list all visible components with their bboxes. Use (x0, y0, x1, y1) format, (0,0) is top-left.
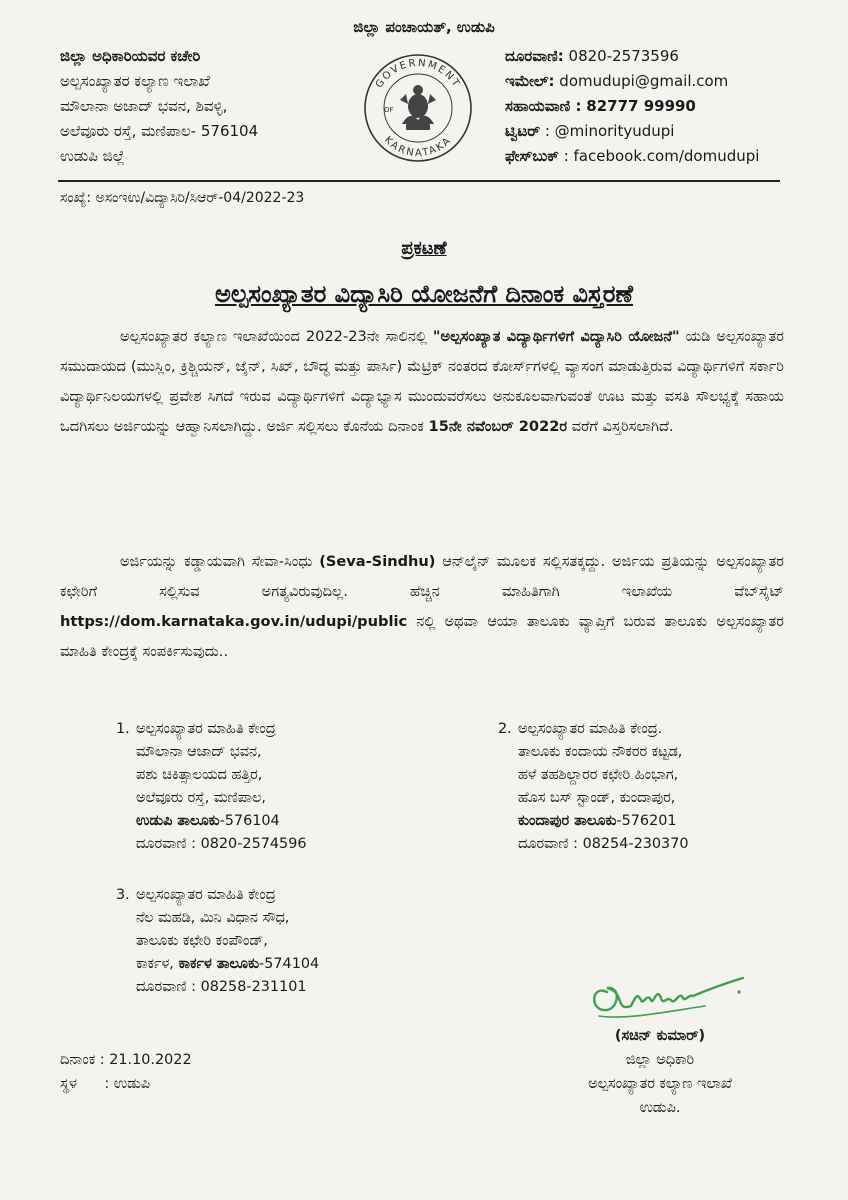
info-centre-line: ನೆಲ ಮಹಡಿ, ಮಿನಿ ವಿಧಾನ ಸೌಧ, (136, 910, 290, 926)
para1-text-c: ಯಡಿ ಅಲ್ಪಸಂಖ್ಯಾತರ ಸಮುದಾಯದ (ಮುಸ್ಲಿಂ, ಕ್ರಿಶ್ಚಿಯನ್, ಜೈನ್, ಸಿಖ್, ಬೌದ್ಧ ಮತ್ತು ಪಾರ್ಸಿ) ಮೆಟ್ರಿಕ್ ನಂತರದ ಕೋರ್ಸ್‌ಗಳಲ್ಲಿ ವ್ಯಾಸಂಗ ಮಾಡುತ್ತಿರುವ ವಿದ್ಯಾರ್ಥಿಗಳಿಗೆ ಸರ್ಕಾರಿ ವಿದ್ಯಾರ್ಥಿನಿಲಯಗಳಲ್ಲಿ ಪ್ರವೇಶ ಸಿಗದೆ ಇರುವ ವಿದ್ಯಾರ್ಥಿಗಳಿಗೆ ವಿದ್ಯಾಭ್ಯಾಸ ಮುಂದುವರೆಸಲು ಅನುಕೂಲವಾಗುವಂತೆ ಊಟ ಮತ್ತು ವಸತಿ ಸೌಲಭ್ಯಕ್ಕೆ ಸಹಾಯ ಒದಗಿಸಲು ಅರ್ಜಿಯನ್ನು ಆಹ್ವಾನಿಸಲಾಗಿದ್ದು. ಅರ್ಜಿ ಸಲ್ಲಿಸಲು ಕೊನೆಯ ದಿನಾಂಕ (60, 328, 784, 435)
taluk-name: ಕುಂದಾಪುರ ತಾಲೂಕು (518, 813, 617, 829)
para1-text-e: ವರೆಗೆ ವಿಸ್ತರಿಸಲಾಗಿದೆ. (567, 418, 674, 435)
header-divider (58, 180, 780, 182)
office-dept: ಅಲ್ಪಸಂಖ್ಯಾತರ ಕಲ್ಯಾಣ ಇಲಾಖೆ (60, 72, 210, 90)
phone-value: 0820-2573596 (568, 47, 679, 65)
signatory-block (560, 1024, 760, 1120)
office-address-line3: ಉಡುಪಿ ಜಿಲ್ಲೆ (60, 147, 125, 165)
para2-text-c: ಆನ್‌ಲೈನ್ ಮೂಲಕ ಸಲ್ಲಿಸತಕ್ಕದ್ದು. ಅರ್ಜಿಯ ಪ್ರತಿಯನ್ನು ಅಲ್ಪಸಂಖ್ಯಾತರ ಕಛೇರಿಗೆ ಸಲ್ಲಿಸುವ ಅಗತ್ಯವಿರುವುದಿಲ್ಲ. ಹೆಚ್ಚಿನ ಮಾಹಿತಿಗಾಗಿ ಇಲಾಖೆಯ ವೆಬ್‌ಸೈಟ್ (60, 553, 784, 600)
office-name: ಜಿಲ್ಲಾ ಅಧಿಕಾರಿಯವರ ಕಚೇರಿ (60, 47, 201, 65)
office-address-line2: ಅಲೆವೂರು ರಸ್ತೆ, ಮಣಿಪಾಲ- 576104 (60, 122, 259, 140)
office-address-line1: ಮೌಲಾನಾ ಅಜಾದ್ ಭವನ, ಶಿವಳ್ಳಿ, (60, 97, 228, 115)
para1-deadline: 15ನೇ ನವೆಂಬರ್ 2022ರ (428, 418, 568, 435)
contact-facebook (505, 144, 759, 169)
notice-subheading: ಅಲ್ಪಸಂಖ್ಯಾತರ ವಿದ್ಯಾಸಿರಿ ಯೋಜನೆಗೆ ದಿನಾಂಕ ವಿಸ್ತರಣೆ (215, 280, 633, 308)
para1-text-a: ಅಲ್ಪಸಂಖ್ಯಾತರ ಕಲ್ಯಾಣ ಇಲಾಖೆಯಿಂದ 2022-23ನೇ ಸಾಲಿನಲ್ಲಿ (120, 328, 433, 345)
contact-helpline (505, 94, 759, 119)
pincode: -576104 (219, 813, 280, 829)
info-centre-taluk (136, 810, 307, 833)
info-centre-taluk (136, 953, 319, 976)
phone-label: ದೂರವಾಣಿ: (505, 47, 564, 65)
helpline-label: ಸಹಾಯವಾಣಿ : (505, 97, 582, 115)
contact-email (505, 69, 759, 94)
notice-heading: ಪ್ರಕಟಣೆ (401, 238, 447, 259)
para2-text-a: ಅರ್ಜಿಯನ್ನು ಕಡ್ಡಾಯವಾಗಿ ಸೇವಾ-ಸಿಂಧು (120, 553, 320, 570)
town-name: ಕಾರ್ಕಳ, (136, 956, 179, 972)
contact-block (505, 44, 759, 169)
government-seal-icon (362, 52, 474, 164)
seal-bottom-text: KARNATAKA (381, 134, 455, 160)
para2-website-link[interactable]: https://dom.karnataka.gov.in/udupi/public (60, 613, 408, 630)
date-line: ದಿನಾಂಕ : 21.10.2022 (60, 1052, 192, 1068)
para2-seva-sindhu: (Seva-Sindhu) (319, 553, 436, 570)
taluk-name: ಕಾರ್ಕಳ ತಾಲೂಕು (178, 956, 260, 972)
facebook-value: : facebook.com/domudupi (563, 147, 760, 165)
signatory-title: ಜಿಲ್ಲಾ ಅಧಿಕಾರಿ (625, 1052, 695, 1068)
signature-icon (585, 962, 750, 1024)
seal-of-text: OF (384, 106, 394, 114)
signatory-name: (ಸಚಿನ್ ಕುಮಾರ್) (614, 1028, 706, 1044)
signatory-place: ಉಡುಪಿ. (639, 1100, 681, 1116)
info-centre-number: 2. (498, 721, 512, 737)
notice-paragraph-2 (60, 547, 784, 667)
date-place-block (60, 1048, 192, 1096)
para1-scheme-name: "ಅಲ್ಪಸಂಖ್ಯಾತ ವಿದ್ಯಾರ್ಥಿಗಳಿಗೆ ವಿದ್ಯಾಸಿರಿ ಯೋಜನೆ" (432, 328, 680, 345)
info-centre-line: ಅಲ್ಪಸಂಖ್ಯಾತರ ಮಾಹಿತಿ ಕೇಂದ್ರ (136, 887, 276, 903)
info-centre-phone: ದೂರವಾಣಿ : 0820-2574596 (136, 836, 307, 852)
facebook-label: ಫೇಸ್‌ಬುಕ್ (505, 147, 559, 165)
para2-text-e: ನಲ್ಲಿ ಅಥವಾ ಆಯಾ ತಾಲೂಕು ವ್ಯಾಪ್ತಿಗೆ ಬರುವ ತಾಲೂಕು ಅಲ್ಪಸಂಖ್ಯಾತರ ಮಾಹಿತಿ ಕೇಂದ್ರಕ್ಕೆ ಸಂಪರ್ಕಿಸುವುದು.. (60, 613, 784, 660)
info-centre-number: 3. (116, 887, 130, 903)
twitter-label: ಟ್ವಿಟರ್ (505, 122, 541, 140)
helpline-value: 82777 99990 (586, 97, 696, 115)
twitter-value: : @minorityudupi (544, 122, 675, 140)
signatory-dept: ಅಲ್ಪಸಂಖ್ಯಾತರ ಕಲ್ಯಾಣ ಇಲಾಖೆ (588, 1076, 732, 1092)
notice-paragraph-1 (60, 322, 784, 442)
reference-number: ಸಂಖ್ಯೆ: ಅಸಂಇಉ/ವಿದ್ಯಾಸಿರಿ/ಸಿಆರ್-04/2022-23 (60, 190, 305, 206)
info-centre-line: ಪಶು ಚಿಕಿತ್ಸಾಲಯದ ಹತ್ತಿರ, (136, 767, 263, 783)
info-centre-line: ತಾಲೂಕು ಕಂದಾಯ ನೌಕರರ ಕಟ್ಟಡ, (518, 744, 683, 760)
info-centre-phone: ದೂರವಾಣಿ : 08258-231101 (136, 979, 307, 995)
email-label: ಇಮೇಲ್: (505, 72, 555, 90)
info-centre-line: ಅಲೆವೂರು ರಸ್ತೆ, ಮಣಿಪಾಲ, (136, 790, 266, 806)
info-centre-line: ಹೊಸ ಬಸ್ ಸ್ಟಾಂಡ್, ಕುಂದಾಪುರ, (518, 790, 676, 806)
taluk-name: ಉಡುಪಿ ತಾಲೂಕು (136, 813, 220, 829)
top-title: ಜಿಲ್ಲಾ ಪಂಚಾಯತ್, ಉಡುಪಿ (353, 18, 495, 36)
contact-phone (505, 44, 759, 69)
info-centre-taluk (518, 810, 689, 833)
seal-top-text: GOVERNMENT (373, 57, 463, 91)
contact-twitter (505, 119, 759, 144)
place-line: ಸ್ಥಳ : ಉಡುಪಿ (60, 1076, 151, 1092)
pincode: -576201 (616, 813, 677, 829)
info-centre-phone: ದೂರವಾಣಿ : 08254-230370 (518, 836, 689, 852)
info-centre-number: 1. (116, 721, 130, 737)
email-value: domudupi@gmail.com (559, 72, 729, 90)
emblem-icon (400, 85, 436, 130)
info-centre-line: ಮೌಲಾನಾ ಆಜಾದ್ ಭವನ, (136, 744, 262, 760)
info-centre-line: ಅಲ್ಪಸಂಖ್ಯಾತರ ಮಾಹಿತಿ ಕೇಂದ್ರ. (518, 721, 663, 737)
info-centre-line: ಹಳೆ ತಹಶಿಲ್ದಾರರ ಕಛೇರಿ ಹಿಂಭಾಗ, (518, 767, 679, 783)
info-centre-line: ಅಲ್ಪಸಂಖ್ಯಾತರ ಮಾಹಿತಿ ಕೇಂದ್ರ (136, 721, 276, 737)
info-centre-line: ತಾಲೂಕು ಕಛೇರಿ ಕಂಪೌಂಡ್, (136, 933, 268, 949)
office-address (60, 44, 258, 169)
pincode: -574104 (259, 956, 320, 972)
